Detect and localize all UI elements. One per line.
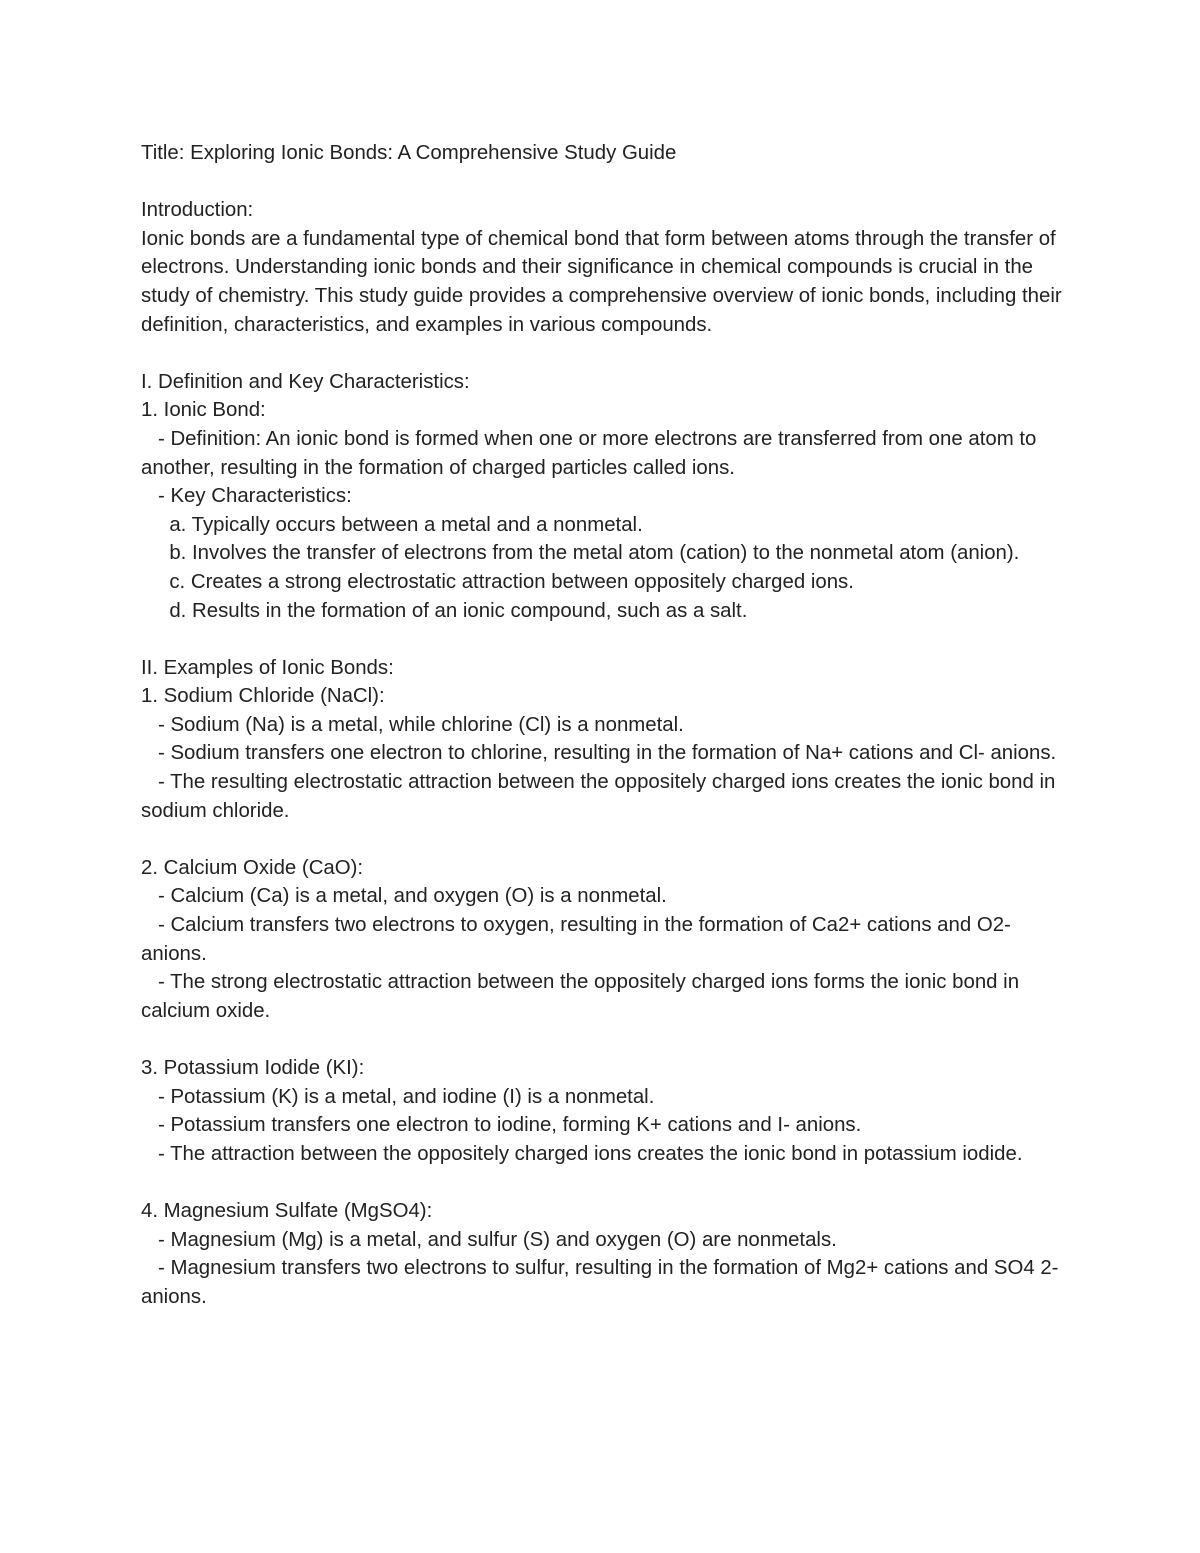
intro-heading: Introduction:: [141, 199, 254, 222]
section-1-heading: I. Definition and Key Characteristics:: [141, 370, 470, 393]
document-body: [141, 139, 1071, 1311]
example-point: - Calcium transfers two electrons to oxygen, resulting in the formation of Ca2+ cations and O2- anions.: [141, 914, 1017, 965]
example-point: - Calcium (Ca) is a metal, and oxygen (O) is a nonmetal.: [141, 885, 667, 908]
characteristic-d: d. Results in the formation of an ionic compound, such as a salt.: [141, 599, 748, 622]
blank-line: [141, 339, 1071, 368]
example-point: - The attraction between the oppositely charged ions creates the ionic bond in potassium iodide.: [141, 1142, 1023, 1165]
example-point: - Sodium transfers one electron to chlorine, resulting in the formation of Na+ cations and Cl- anions.: [141, 742, 1057, 765]
blank-line: [141, 1025, 1071, 1054]
example-title-sodium-chloride: 1. Sodium Chloride (NaCl):: [141, 685, 385, 708]
example-title-calcium-oxide: 2. Calcium Oxide (CaO):: [141, 856, 364, 879]
characteristic-c: c. Creates a strong electrostatic attraction between oppositely charged ions.: [141, 570, 854, 593]
example-point: - Magnesium (Mg) is a metal, and sulfur (S) and oxygen (O) are nonmetals.: [141, 1228, 837, 1251]
section-2-heading: II. Examples of Ionic Bonds:: [141, 656, 394, 679]
blank-line: [141, 1168, 1071, 1197]
example-point: - The strong electrostatic attraction between the oppositely charged ions forms the ionic bond in calcium oxide.: [141, 971, 1025, 1022]
key-characteristics-heading: - Key Characteristics:: [141, 485, 352, 508]
characteristic-a: a. Typically occurs between a metal and a nonmetal.: [141, 513, 643, 536]
blank-line: [141, 825, 1071, 854]
example-title-magnesium-sulfate: 4. Magnesium Sulfate (MgSO4):: [141, 1199, 433, 1222]
example-point: - Potassium transfers one electron to iodine, forming K+ cations and I- anions.: [141, 1114, 862, 1137]
example-point: - Potassium (K) is a metal, and iodine (I) is a nonmetal.: [141, 1085, 655, 1108]
ionic-bond-title: 1. Ionic Bond:: [141, 399, 266, 422]
example-point: - The resulting electrostatic attraction between the oppositely charged ions creates the ionic bond in sodium chloride.: [141, 771, 1062, 822]
document-title: Title: Exploring Ionic Bonds: A Comprehensive Study Guide: [141, 142, 677, 164]
example-title-potassium-iodide: 3. Potassium Iodide (KI):: [141, 1057, 365, 1079]
blank-line: [141, 625, 1071, 654]
example-point: - Magnesium transfers two electrons to sulfur, resulting in the formation of Mg2+ cations and SO4 2- anions.: [141, 1257, 1065, 1308]
example-point: - Sodium (Na) is a metal, while chlorine (Cl) is a nonmetal.: [141, 713, 684, 736]
ionic-bond-definition: - Definition: An ionic bond is formed when one or more electrons are transferred from one atom to another, resulting in the formation of charged particles called ions.: [141, 427, 1043, 479]
intro-paragraph: Ionic bonds are a fundamental type of chemical bond that form between atoms through the transfer of electrons. Understanding ionic bonds and their significance in chemical compounds is crucial in the study of chemistry. This study guide provides a comprehensive overview of ionic bonds, including their definition, characteristics, and examples in various compounds.: [141, 227, 1068, 336]
characteristic-b: b. Involves the transfer of electrons from the metal atom (cation) to the nonmetal atom (anion).: [141, 542, 1020, 565]
blank-line: [141, 168, 1071, 197]
